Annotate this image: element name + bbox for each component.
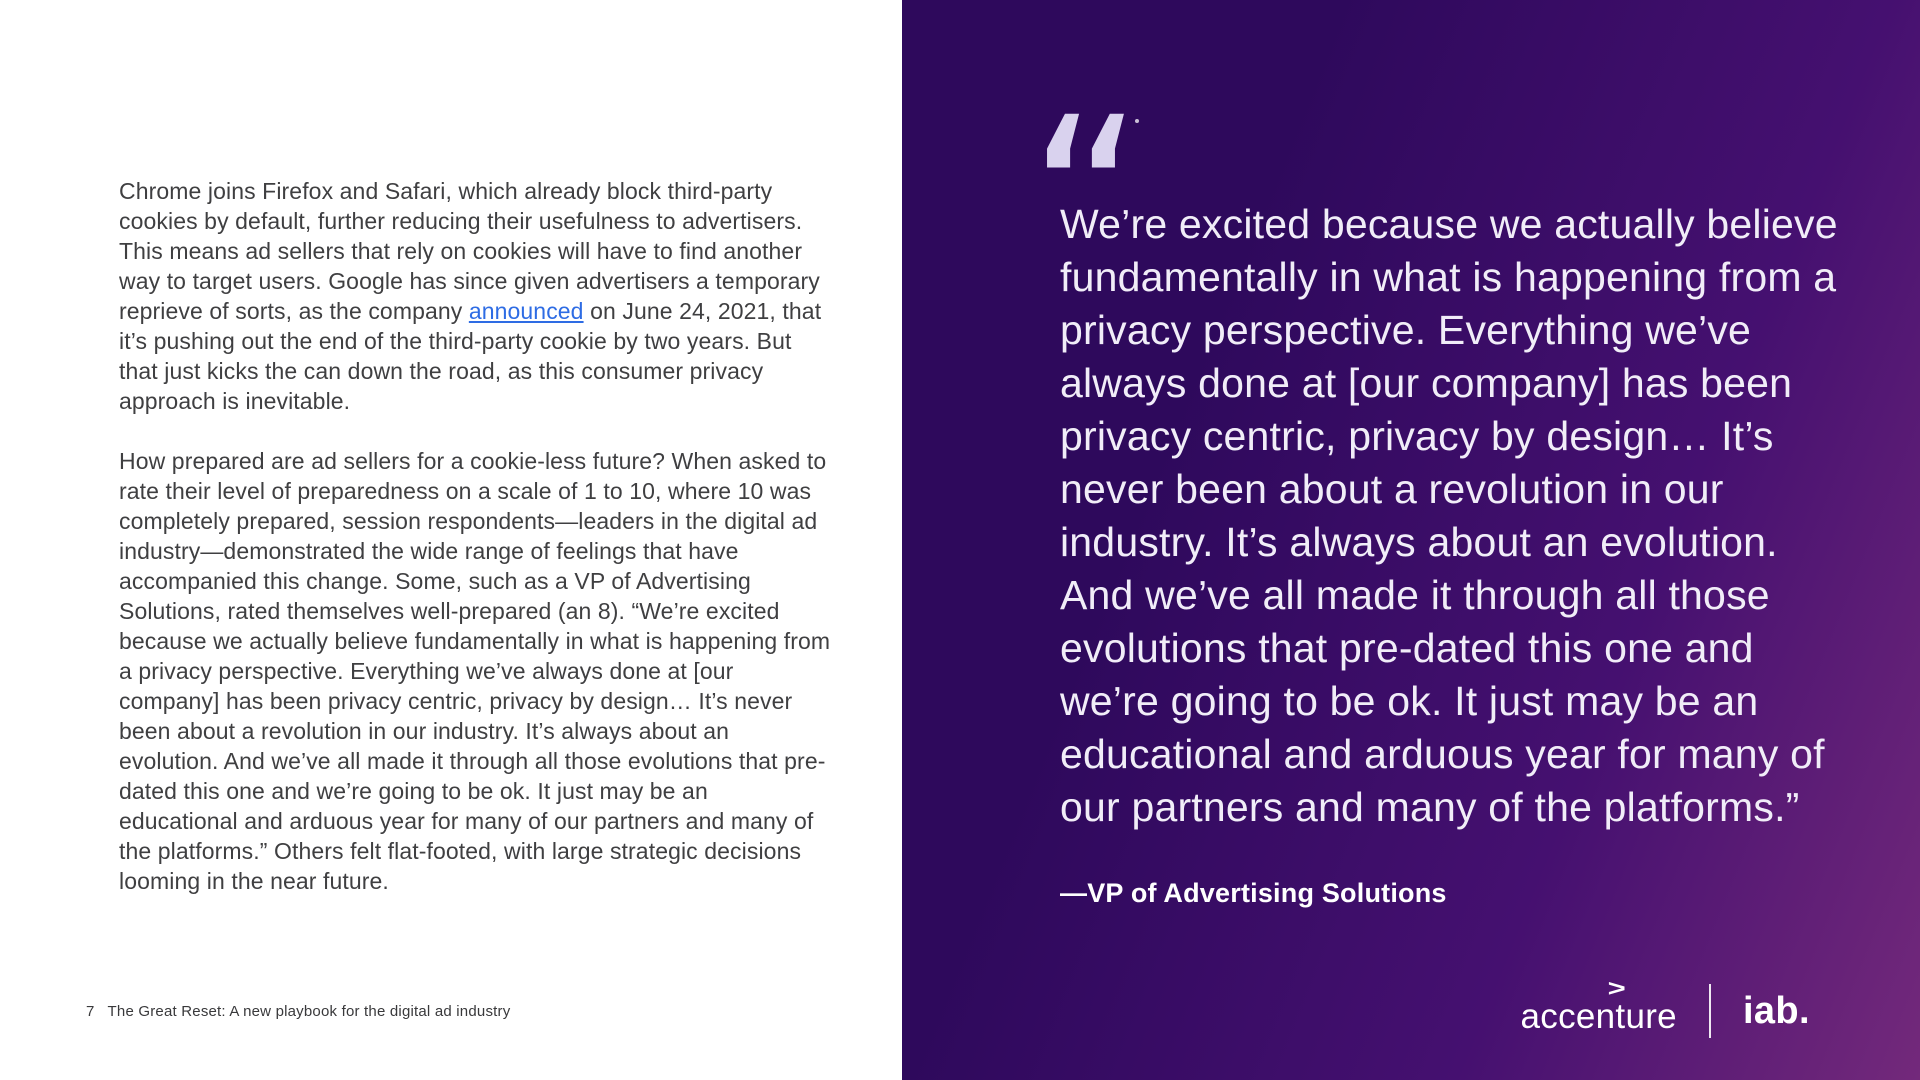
accenture-wordmark: accenture (1520, 997, 1677, 1036)
quote-panel (902, 0, 1920, 1080)
logo-separator (1709, 984, 1711, 1038)
paragraph-1-text-after: on June 24, 2021, that it’s pushing out the end of the third-party cookie by two years. But that just kicks the can down the road, as this consumer privacy approach is inevitable. (119, 298, 822, 414)
left-page (0, 0, 902, 1080)
paragraph-2: How prepared are ad sellers for a cookie-less future? When asked to rate their level of preparedness on a scale of 1 to 10, where 10 was completely prepared, session respondents—leaders in the digital ad industry—demonstrated the wide range of feelings that have accompanied this change. Some, such as a VP of Advertising Solutions, rated themselves well-prepared (an 8). “We’re excited because we actually believe fundamentally in what is happening from a privacy perspective. Everything we’ve always done at [our company] has been privacy centric, privacy by design… It’s never been about a revolution in our industry. It’s always about an evolution. And we’ve all made it through all those evolutions that pre-dated this one and we’re going to be ok. It just may be an educational and arduous year for many of our partners and many of the platforms.” Others felt flat-footed, with large strategic decisions looming in the near future. (119, 448, 831, 894)
report-title: The Great Reset: A new playbook for the digital ad industry (107, 1003, 511, 1020)
paragraph-1 (119, 176, 831, 416)
article-text (119, 176, 831, 926)
iab-logo: iab. (1742, 989, 1810, 1032)
quote-attribution: —VP of Advertising Solutions (1060, 878, 1447, 908)
quote-text: We’re excited because we actually believe fundamentally in what is happening from a privacy perspective. Everything we’ve always done at [our company] has been privacy centric, privacy by design… It’s never been about a revolution in our industry. It’s always about an evolution. And we’ve all made it through all those evolutions that pre-dated this one and we’re going to be ok. It just may be an educational and arduous year for many of our partners and many of the platforms.” (1060, 201, 1838, 830)
open-quote-icon: “ (1028, 69, 1145, 330)
quote-block (1060, 198, 1855, 909)
announced-link[interactable]: announced (468, 298, 584, 324)
logo-row (1520, 975, 1810, 1038)
page-number: 7 (86, 1003, 95, 1020)
page-footer (86, 1003, 510, 1020)
accenture-caret-icon: > (1607, 975, 1626, 1001)
paragraph-1-text-before: Chrome joins Firefox and Safari, which already block third-party cookies by default, further reducing their usefulness to advertisers. This means ad sellers that rely on cookies will have to find another way to target users. Google has since given advertisers a temporary reprieve of sorts, as the company (119, 178, 820, 324)
accenture-logo (1520, 975, 1677, 1037)
